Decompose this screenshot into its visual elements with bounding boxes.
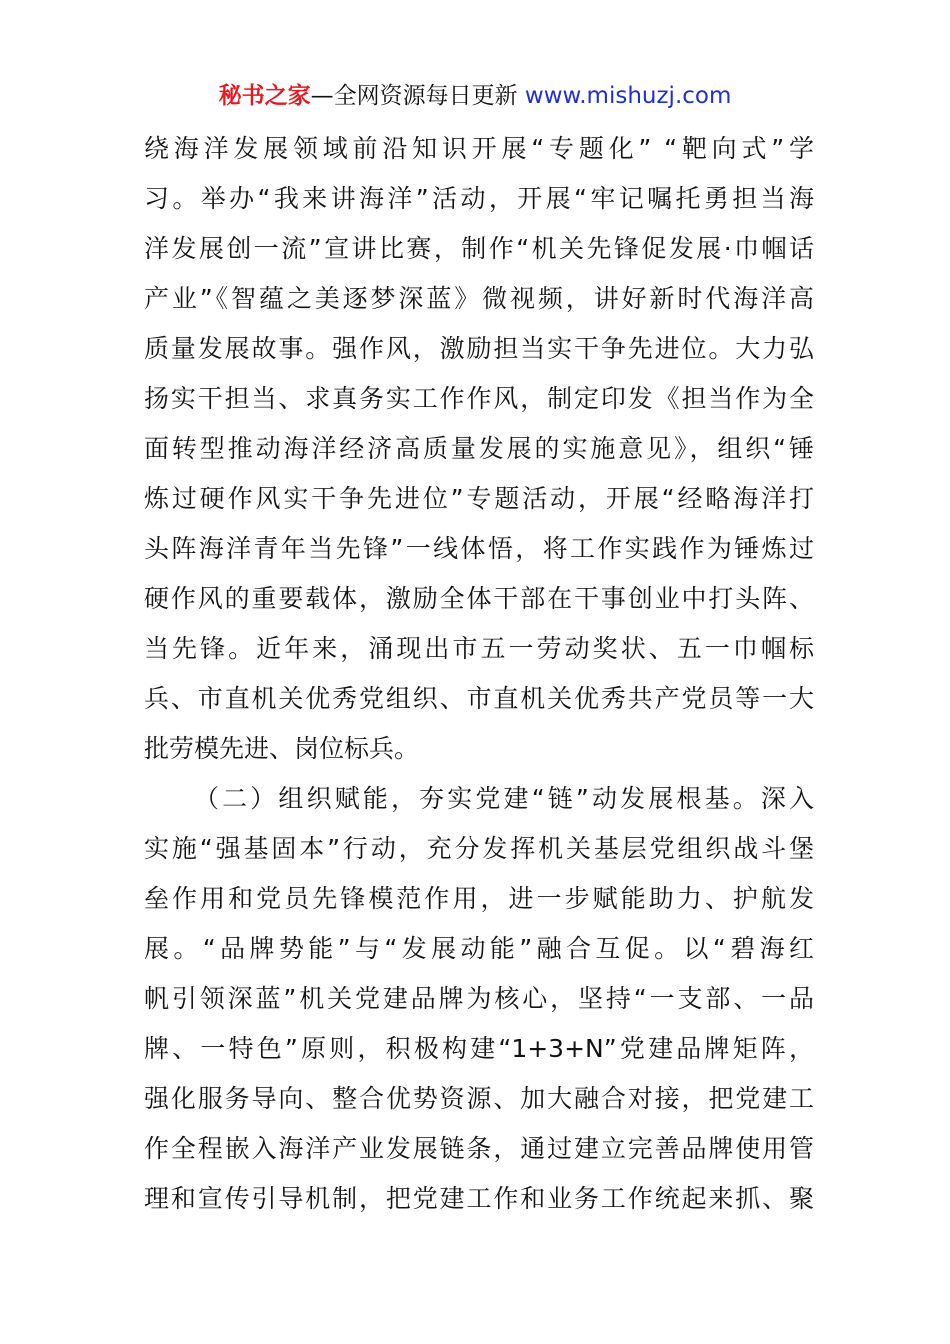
text-line: 扬实干担当、求真务实工作作风，制定印发《担当作为全	[144, 384, 814, 413]
header-tagline: —全网资源每日更新	[310, 83, 518, 109]
text-line: 兵、市直机关优秀党组织、市直机关优秀共产党员等一大	[144, 684, 814, 713]
text-line: 当先锋。近年来，涌现出市五一劳动奖状、五一巾帼标	[144, 634, 814, 663]
text-line: 牌、一特色”原则，积极构建“1+3+N”党建品牌矩阵，	[144, 1034, 814, 1063]
text-line: 炼过硬作风实干争先进位”专题活动，开展“经略海洋打	[144, 484, 814, 513]
text-line: 展。“品牌势能”与“发展动能”融合互促。以“碧海红	[144, 934, 814, 963]
document-body	[144, 124, 814, 1224]
section-heading-line: （二）组织赋能，夯实党建“链”动发展根基。深入	[194, 784, 814, 813]
text-line: 硬作风的重要载体，激励全体干部在干事创业中打头阵、	[144, 584, 814, 613]
text-line: 帆引领深蓝”机关党建品牌为核心，坚持“一支部、一品	[144, 984, 814, 1013]
text-line: 理和宣传引导机制，把党建工作和业务工作统起来抓、聚	[144, 1184, 814, 1213]
header-url-link[interactable]: www.mishuzj.com	[524, 83, 732, 109]
text-line: 强化服务导向、整合优势资源、加大融合对接，把党建工	[144, 1084, 814, 1113]
text-line: 实施“强基固本”行动，充分发挥机关基层党组织战斗堡	[144, 834, 814, 863]
text-line: 批劳模先进、岗位标兵。	[144, 734, 420, 763]
text-line: 产业”《智蕴之美逐梦深蓝》微视频，讲好新时代海洋高	[144, 284, 814, 313]
text-line: 作全程嵌入海洋产业发展链条，通过建立完善品牌使用管	[144, 1134, 814, 1163]
header-brand: 秘书之家	[218, 83, 311, 109]
text-line: 质量发展故事。强作风，激励担当实干争先进位。大力弘	[144, 334, 814, 363]
text-line: 习。举办“我来讲海洋”活动，开展“牢记嘱托勇担当海	[144, 184, 814, 213]
text-line: 绕海洋发展领域前沿知识开展“专题化” “靶向式”学	[144, 134, 814, 163]
page-header	[0, 80, 950, 112]
text-line: 洋发展创一流”宣讲比赛，制作“机关先锋促发展·巾帼话	[144, 234, 814, 263]
text-line: 头阵海洋青年当先锋”一线体悟，将工作实践作为锤炼过	[144, 534, 814, 563]
text-line: 垒作用和党员先锋模范作用，进一步赋能助力、护航发	[144, 884, 814, 913]
text-line: 面转型推动海洋经济高质量发展的实施意见》，组织“锤	[144, 434, 814, 463]
